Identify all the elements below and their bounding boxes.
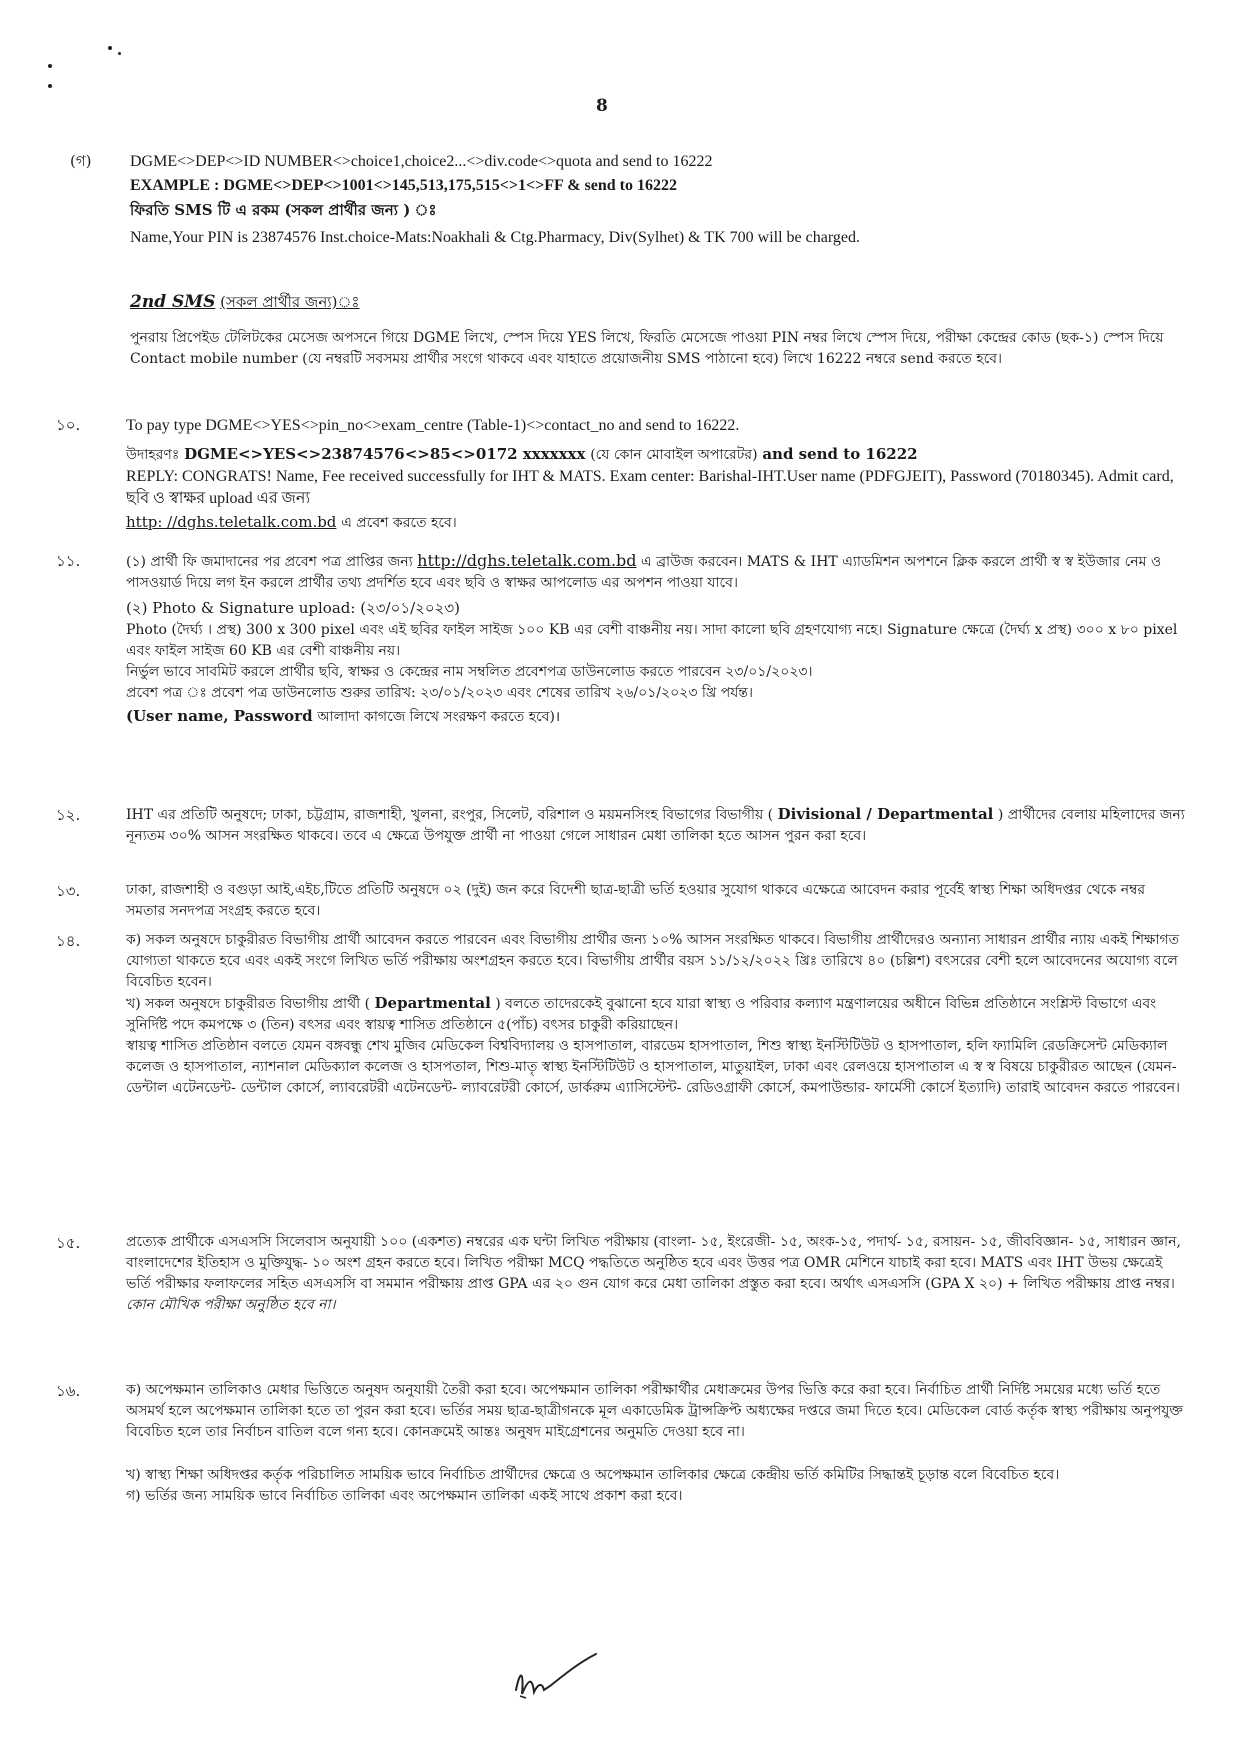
section-marker: (গ) — [70, 152, 92, 170]
second-sms-heading: 2nd SMS — [130, 292, 216, 312]
reply-text: Name,Your PIN is 23874576 Inst.choice-Mats:Noakhali & Ctg.Pharmacy, Div(Sylhet) & TK 700 will be charged. — [130, 229, 860, 246]
example-sms: DGME<>YES<>23874576<>85<>0172 xxxxxxx — [184, 445, 586, 463]
second-sms-text: পুনরায় প্রিপেইড টেলিটকের মেসেজ অপসনে গিয়ে DGME লিখে, স্পেস দিয়ে YES লিখে, ফিরতি মেসেজে পাওয়া PIN নম্বর লিখে স্পেস দিয়ে, পরীক্ষা কেন্দ্রের কোড (ছক-১) স্পেস দিয়ে Contact mobile number (যে নম্বরটি সবসময় প্রার্থীর সংগে থাকবে এবং যাহাতে প্রয়োজনীয় SMS পাঠানো হবে) লিখে 16222 নম্বরে send করতে হবে। — [130, 330, 1164, 367]
no-viva-note: কোন মৌখিক পরীক্ষা অনুষ্ঠিত হবে না। — [126, 1297, 336, 1313]
scan-mark — [108, 46, 112, 50]
teletalk-browse-link[interactable]: http://dghs.teletalk.com.bd — [417, 551, 637, 570]
signature-mark — [510, 1650, 600, 1710]
departmental-term: Departmental — [374, 994, 491, 1012]
section-number: ১০. — [56, 416, 81, 434]
section-number: ১৪. — [56, 932, 81, 950]
submit-note: নির্ভুল ভাবে সাবমিট করলে প্রার্থীর ছবি, স্বাক্ষর ও কেন্দ্রের নাম সম্বলিত প্রবেশপত্র ডাউনলোড করতে পারবেন ২৩/০১/২০২৩। — [126, 664, 813, 680]
pay-instruction: To pay type DGME<>YES<>pin_no<>exam_centre (Table-1)<>contact_no and send to 16222. — [126, 417, 740, 434]
section-15 — [56, 1232, 1186, 1316]
foreign-student-text: ঢাকা, রাজশাহী ও বগুড়া আই,এইচ,টিতে প্রতিটি অনুষদে ০২ (দুই) জন করে বিদেশী ছাত্র-ছাত্রী ভর্তি হওয়ার সুযোগ থাকবে এক্ষেত্রে আবেদন করার পূর্বেই স্বাস্থ্য শিক্ষা অধিদপ্তর থেকে নম্বর সমতার সনদপত্র সংগ্রহ করতে হবে। — [126, 882, 1146, 919]
section-14 — [56, 930, 1186, 1099]
quota-text-end: ) প্রার্থীদের বেলায় মহিলাদের জন্য নূন্যতম ৩০% আসন সংরক্ষিত থাকবে। তবে এ ক্ষেত্রে উপযুক্ত প্রার্থী না পাওয়া গেলে সাধারন মেধা তালিকা হতে আসন পুরন করা হবে। — [126, 807, 1185, 844]
section-12 — [56, 804, 1186, 847]
departmental-definition: খ) সকল অনুষদে চাকুরীরত বিভাগীয় প্রার্থী ( — [126, 996, 371, 1012]
example-prefix: উদাহরণঃ — [126, 447, 180, 463]
scan-mark — [48, 64, 52, 68]
credentials-note: আলাদা কাগজে লিখে সংরক্ষণ করতে হবে)। — [317, 709, 561, 725]
credentials-note-bold: (User name, Password — [126, 707, 313, 725]
reply-heading: ফিরতি SMS টি এ রকম (সকল প্রার্থীর জন্য ) ঃ — [130, 201, 437, 219]
publication-text: গ) ভর্তির জন্য সাময়িক ভাবে নির্বাচিত তালিকা এবং অপেক্ষমান তালিকা একই সাথে প্রকাশ করা হবে। — [126, 1488, 683, 1504]
section-number: ১৬. — [56, 1382, 81, 1400]
quota-text: IHT এর প্রতিটি অনুষদে; ঢাকা, চট্টগ্রাম, রাজশাহী, খুলনা, রংপুর, সিলেট, বরিশাল ও ময়মনসিংহ বিভাগের বিভাগীয় ( — [126, 807, 774, 823]
sms-format-line: DGME<>DEP<>ID NUMBER<>choice1,choice2...<>div.code<>quota and send to 16222 — [130, 153, 713, 170]
example-end: and send to 16222 — [762, 445, 918, 463]
admit-card-text: (১) প্রার্থী ফি জমাদানের পর প্রবেশ পত্র প্রাপ্তির জন্য — [126, 554, 413, 570]
departmental-definition-end: ) বলতে তাদেরকেই বুঝানো হবে যারা স্বাস্থ্য ও পরিবার কল্যাণ মন্ত্রণালয়ের অধীনে বিভিন্ন প্রতিষ্ঠানে সংশ্লিস্ট বিভাগে এবং সুনির্দিষ্ট পদে কমপক্ষে ৩ (তিন) বৎসর এবং স্বায়ত্ব শাসিত প্রতিষ্ঠানে ৫(পাঁচ) বৎসর চাকুরী করিয়াছেন। — [126, 996, 1157, 1033]
admit-card-dates: প্রবেশ পত্র ঃ প্রবেশ পত্র ডাউনলোড শুরুর তারিখ: ২৩/০১/২০২৩ এবং শেষের তারিখ ২৬/০১/২০২৩ খ্রি পর্যন্ত। — [126, 685, 753, 701]
example-mid: (যে কোন মোবাইল অপারেটর) — [590, 447, 758, 463]
section-number: ১৫. — [56, 1234, 81, 1252]
sms-example-line: EXAMPLE : DGME<>DEP<>1001<>145,513,175,515<>1<>FF & send to 16222 — [130, 177, 678, 194]
reply-message: REPLY: CONGRATS! Name, Fee received successfully for IHT & MATS. Exam center: Barishal-IHT.User name (PDFGJEIT), Password (70180345). Admit card, ছবি ও স্বাক্ষর upload এর জন্য — [126, 468, 1174, 507]
scan-mark — [48, 84, 52, 88]
second-sms-heading-suffix: (সকল প্রার্থীর জন্য)ঃ — [220, 293, 360, 311]
waiting-list-text: ক) অপেক্ষমান তালিকাও মেধার ভিত্তিতে অনুষদ অনুযায়ী তৈরী করা হবে। অপেক্ষমান তালিকা পরীক্ষার্থীর মেধাক্রমের উপর ভিত্তি করে করা হবে। নির্বাচিত প্রার্থী নির্দিষ্ট সময়ের মধ্যে ভর্তি হতে অসমর্থ হলে অপেক্ষমান তালিকা হতে তা পুরন করা হবে। ভর্তির সময় ছাত্র-ছাত্রীগনকে মূল একাডেমিক ট্রান্সক্রিপ্ট অধ্যক্ষের দপ্তরে জমা দিতে হবে। মেডিকেল বোর্ড কর্তৃক স্বাস্থ্য পরীক্ষায় অনুপযুক্ত বিবেচিত হলে তার নির্বাচন বাতিল বলে গন্য হবে। কোনক্রমেই আন্তঃ অনুষদ মাইগ্রেশনের অনুমতি দেওয়া হবে না। — [126, 1382, 1183, 1440]
committee-decision-text: খ) স্বাস্থ্য শিক্ষা অধিদপ্তর কর্তৃক পরিচালিত সাময়িক ভাবে নির্বাচিত প্রার্থীদের ক্ষেত্রে ও অপেক্ষমান তালিকার ক্ষেত্রে কেন্দ্রীয় ভর্তি কমিটির সিদ্ধান্তই চূড়ান্ত বলে বিবেচিত হবে। — [126, 1467, 1060, 1483]
autonomous-institutions-text: স্বায়ত্ব শাসিত প্রতিষ্ঠান বলতে যেমন বঙ্গবন্ধু শেখ মুজিব মেডিকেল বিশ্ববিদ্যালয় ও হাসপাতাল, বারডেম হাসপাতাল, শিশু স্বাস্থ্য ইনস্টিটিউট ও হাসপাতাল, হলি ফ্যামিলি রেডক্রিসেন্ট মেডিক্যাল কলেজ ও হাসপাতাল, ন্যাশনাল মেডিক্যাল কলেজ ও হাসপতাল, শিশু-মাতৃ স্বাস্থ্য ইনস্টিটিউট ও হাসপাতাল, মাতুয়াইল, ঢাকা এবং রেলওয়ে হাসপাতাল এ স্ব স্ব বিষয়ে চাকুরীরত আছেন (যেমন- ডেন্টাল এটেনডেন্ট- ডেন্টাল কোর্সে, ল্যাবরেটরী এটেনডেন্ট- ল্যাবরেটরী কোর্সে, ডার্করুম এ্যাসিস্টেন্ট- রেডিওগ্রাফী কোর্সে, কমপাউন্ডার- ফার্মেসী কোর্সে ইত্যাদি) তারাই আবেদন করতে পারবেন। — [126, 1038, 1181, 1096]
photo-size-rules: Photo (দৈর্ঘ্য । প্রস্থ) 300 x 300 pixel এবং এই ছবির ফাইল সাইজ ১০০ KB এর বেশী বাঞ্চনীয় নয়। সাদা কালো ছবি গ্রহণযোগ্য নহে। Signature ক্ষেত্রে (দৈর্ঘ্য x প্রস্থ) ৩০০ x ৮০ pixel এবং ফাইল সাইজ 60 KB এর বেশী বাঞ্চনীয় নয়। — [126, 622, 1178, 659]
page-number: 8 — [596, 96, 608, 116]
departmental-quota-text: ক) সকল অনুষদে চাকুরীরত বিভাগীয় প্রার্থী আবেদন করতে পারবেন এবং বিভাগীয় প্রার্থীর জন্য ১০% আসন সংরক্ষিত থাকবে। বিভাগীয় প্রার্থীদেরও অন্যান্য সাধারন প্রার্থীর ন্যায় একই শিক্ষাগত যোগ্যতা থাকতে হবে এবং একই সংগে লিখিত ভর্তি পরীক্ষায় অংশগ্রহন করতে হবে। বিভাগীয় প্রার্থীর বয়স ১১/১২/২০২২ খ্রিঃ তারিখে ৪০ (চল্লিশ) বৎসরের বেশী হলে আবেদনের অযোগ্য বলে বিবেচিত হবেন। — [126, 932, 1180, 990]
section-number: ১২. — [56, 806, 81, 824]
section-number: ১১. — [56, 552, 81, 570]
exam-rules-text: প্রত্যেক প্রার্থীকে এসএসসি সিলেবাস অনুযায়ী ১০০ (একশত) নম্বরের এক ঘন্টা লিখিত পরীক্ষায় (বাংলা- ১৫, ইংরেজী- ১৫, অংক-১৫, পদার্থ- ১৫, রসায়ন- ১৫, জীববিজ্ঞান- ১৫, সাধারন জ্ঞান, বাংলাদেশের ইতিহাস ও মুক্তিযুদ্ধ- ১০ অংশ গ্রহন করতে হবে। লিখিত পরীক্ষা MCQ পদ্ধতিতে অনুষ্ঠিত হবে এবং উত্তর পত্র OMR মেশিনে যাচাই করা হবে। MATS এবং IHT উভয় ক্ষেত্রেই ভর্তি পরীক্ষার ফলাফলের সহিত এসএসসি বা সমমান পরীক্ষায় প্রাপ্ত GPA এর ২০ গুন যোগ করে মেধা তালিকা প্রস্তুত করা হবে। অর্থাৎ এসএসসি (GPA X ২০) + লিখিত পরীক্ষায় প্রাপ্ত নম্বর। — [126, 1234, 1181, 1292]
section-11 — [56, 550, 1186, 728]
section-13 — [56, 880, 1186, 922]
photo-signature-heading: (২) Photo & Signature upload: (২৩/০১/২০২৩) — [126, 599, 461, 617]
section-ga — [56, 150, 1186, 250]
section-number: ১৩. — [56, 882, 81, 900]
link-suffix: এ প্রবেশ করতে হবে। — [341, 515, 457, 531]
admit-card-text-end: এ ব্রাউজ করবেন। MATS & IHT এ্যাডমিশন অপশনে ক্লিক করলে প্রার্থী স্ব স্ব ইউজার নেম ও পাসওয়ার্ড দিয়ে লগ ইন করলে প্রার্থীর তথ্য প্রদর্শিত হবে এবং ছবি ও স্বাক্ষর আপলোড এর অপশন পাওয়া যাবে। — [126, 554, 1162, 591]
section-second-sms — [56, 290, 1186, 370]
teletalk-link[interactable]: http: //dghs.teletalk.com.bd — [126, 513, 337, 531]
divisional-term: Divisional / Departmental — [777, 805, 994, 823]
section-10 — [56, 414, 1186, 534]
scan-mark — [118, 52, 121, 55]
section-16 — [56, 1380, 1186, 1507]
